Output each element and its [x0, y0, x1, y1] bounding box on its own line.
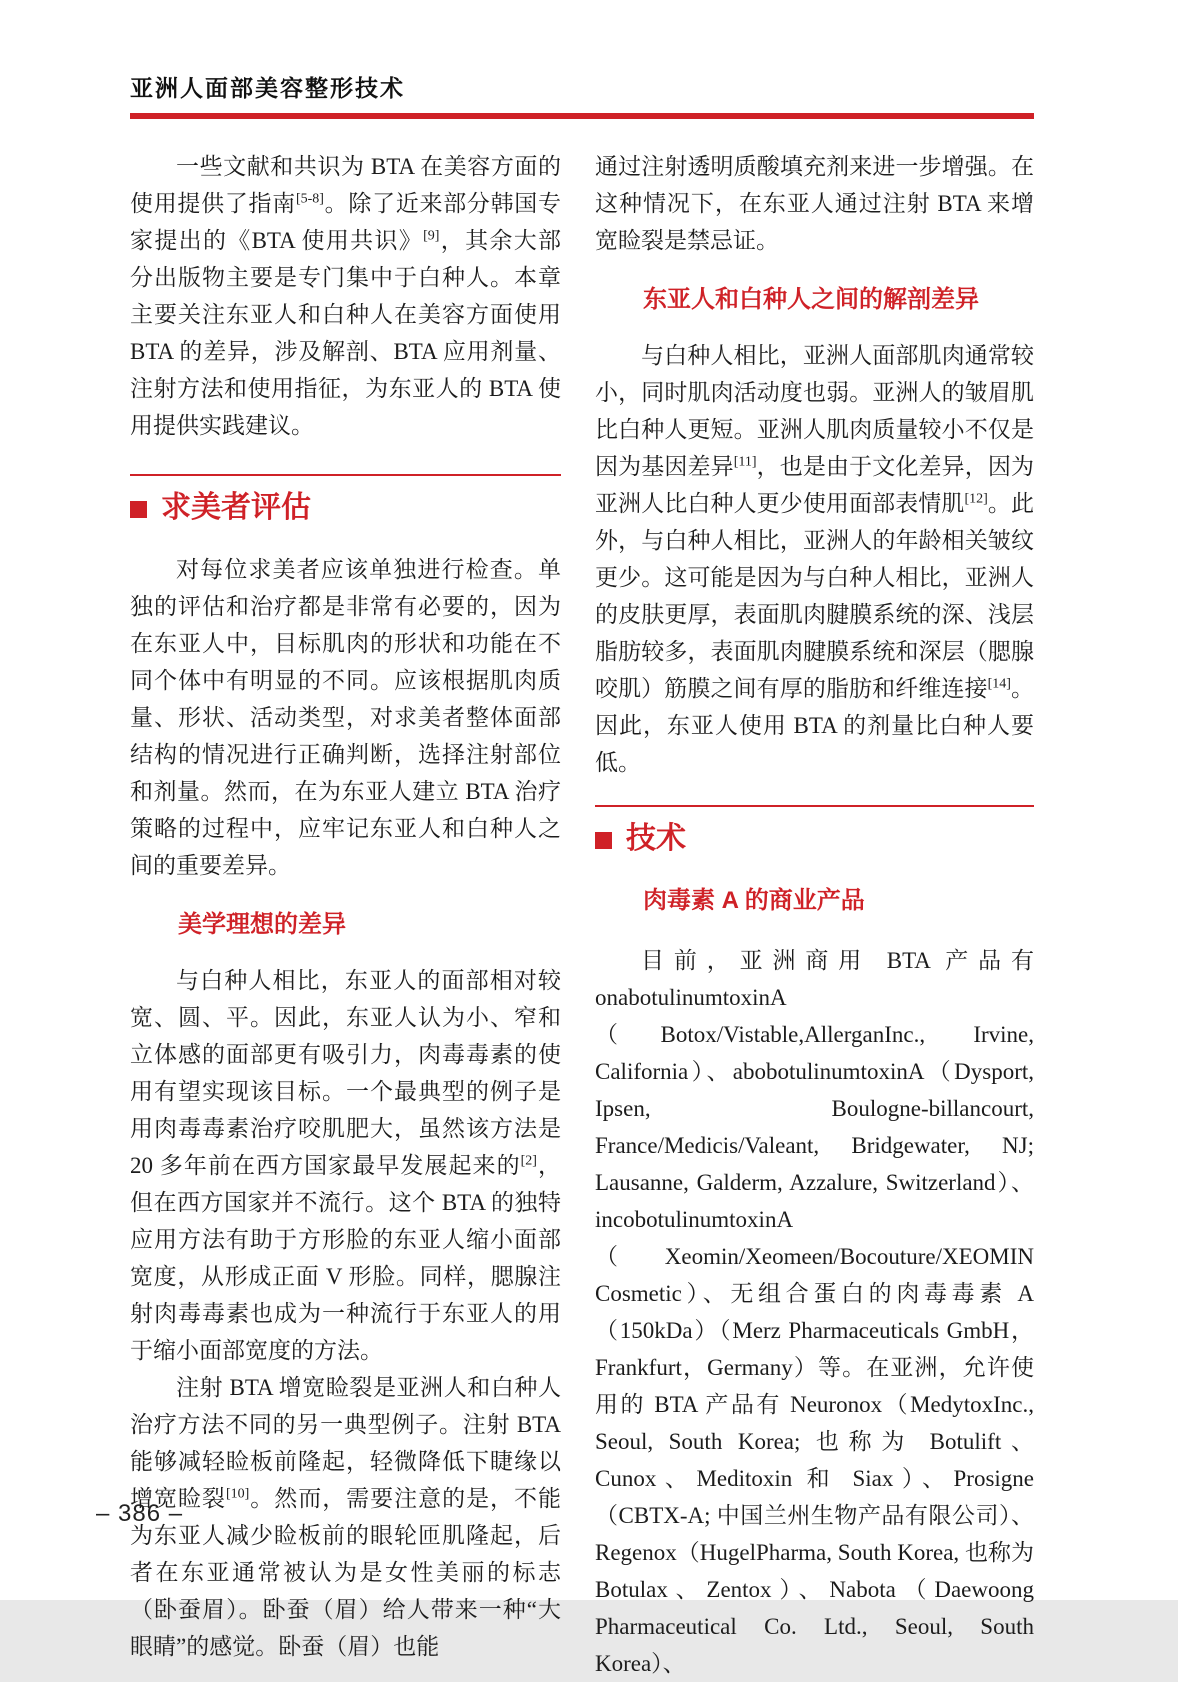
subsection-aesthetic-title: 美学理想的差异 — [178, 911, 346, 938]
section-evaluation-heading — [130, 474, 561, 525]
page-footer — [96, 1500, 183, 1528]
section-evaluation-title: 求美者评估 — [161, 491, 311, 524]
left-column — [130, 148, 561, 1682]
section-title-row — [130, 491, 561, 525]
subsection-products-title: 肉毒素 A 的商业产品 — [643, 887, 865, 914]
page-number: – 386 – — [96, 1500, 184, 1527]
running-title: 亚洲人面部美容整形技术 — [130, 75, 405, 101]
subsection-anatomy-title: 东亚人和白种人之间的解剖差异 — [643, 286, 979, 313]
evaluation-paragraph: 对每位求美者应该单独进行检查。单独的评估和治疗都是非常有必要的，因为在东亚人中，目标肌肉的形状和功能在不同个体中有明显的不同。应该根据肌肉质量、形状、活动类型，对求美者整体面部结构的情况进行正确判断，选择注射部位和剂量。然而，在为东亚人建立 BTA 治疗策略的过程中，应牢记东亚人和白种人之间的重要差异。 — [130, 557, 561, 878]
right-column — [595, 148, 1034, 1682]
anatomy-paragraph: 与白种人相比，亚洲人面部肌肉通常较小，同时肌肉活动度也弱。亚洲人的皱眉肌比白种人更短。亚洲人肌肉质量较小不仅是因为基因差异[11]，也是由于文化差异，因为亚洲人比白种人更少使用面部表情肌[12]。此外，与白种人相比，亚洲人的年龄相关皱纹更少。这可能是因为与白种人相比，亚洲人的皮肤更厚，表面肌肉腱膜系统的深、浅层脂肪较多，表面肌肉腱膜系统和深层（腮腺咬肌）筋膜之间有厚的脂肪和纤维连接[14]。因此，东亚人使用 BTA 的剂量比白种人要低。 — [595, 343, 1035, 775]
citation-ref: [10] — [225, 1486, 250, 1502]
section-technique-heading — [595, 805, 1034, 856]
aesthetic-paragraph-2: 注射 BTA 增宽睑裂是亚洲人和白种人治疗方法不同的另一典型例子。注射 BTA 能够减轻睑板前隆起，轻微降低下睫缘以增宽睑裂[10]。然而，需要注意的是，不能为东亚人减少睑板前的眼轮匝肌隆起，后者在东亚通常被认为是女性美丽的标志（卧蚕眉）。卧蚕（眉）给人带来一种“大眼睛”的感觉。卧蚕（眉）也能 — [130, 1375, 562, 1659]
section-rule — [595, 805, 1034, 807]
square-bullet-icon — [130, 501, 147, 518]
square-bullet-icon — [595, 832, 612, 849]
citation-ref: [11] — [733, 454, 757, 470]
section-technique-title: 技术 — [626, 822, 686, 855]
citation-ref: [2] — [520, 1153, 537, 1169]
aesthetic-paragraph-1: 与白种人相比，东亚人的面部相对较宽、圆、平。因此，东亚人认为小、窄和立体感的面部更有吸引力，肉毒毒素的使用有望实现该目标。一个最典型的例子是用肉毒毒素治疗咬肌肥大，虽然该方法是 20 多年前在西方国家最早发展起来的[2]，但在西方国家并不流行。这个 BTA 的独特应用方法有助于方形脸的东亚人缩小面部宽度，从形成正面 V 形脸。同样，腮腺注射肉毒毒素也成为一种流行于东亚人的用于缩小面部宽度的方法。 — [130, 968, 562, 1363]
page-content — [130, 148, 1034, 1682]
citation-ref: [5-8] — [295, 191, 324, 207]
continuation-paragraph: 通过注射透明质酸填充剂来进一步增强。在这种情况下，在东亚人通过注射 BTA 来增宽睑裂是禁忌证。 — [595, 154, 1034, 253]
citation-ref: [12] — [964, 491, 988, 507]
intro-paragraph: 一些文献和共识为 BTA 在美容方面的使用提供了指南[5-8]。除了近来部分韩国专家提出的《BTA 使用共识》[9]，其余大部分出版物主要是专门集中于白种人。本章主要关注东亚人和白种人在美容方面使用 BTA 的差异，涉及解剖、BTA 应用剂量、注射方法和使用指征，为东亚人的 BTA 使用提供实践建议。 — [130, 154, 562, 438]
page-header — [130, 70, 1034, 119]
products-paragraph: 目前，亚洲商用 BTA 产品有 onabotulinumtoxinA（Botox/Vistable,AllerganInc., Irvine, California）、abobotulinumtoxinA（Dysport, Ipsen, Boulogne-billancourt, France/Medicis/Valeant, Bridgewater, NJ; Lausanne, Galderm, Azzalure, Switzerland）、incobotulinumtoxinA（Xeomin/Xeomeen/Bocouture/XEOMIN Cosmetic）、无组合蛋白的肉毒毒素 A（150kDa）（Merz Pharmaceuticals GmbH，Frankfurt，Germany）等。在亚洲，允许使用的 BTA 产品有 Neuronox（MedytoxInc., Seoul, South Korea; 也称为 Botulift、Cunox、Meditoxin 和 Siax）、Prosigne（CBTX-A; 中国兰州生物产品有限公司）、Regenox（HugelPharma, South Korea, 也称为 Botulax、Zentox）、Nabota（Daewoong Pharmaceutical Co. Ltd., Seoul, South Korea）、 — [595, 948, 1034, 1676]
section-rule — [130, 474, 561, 476]
header-rule — [130, 113, 1034, 119]
citation-ref: [14] — [987, 676, 1011, 692]
section-title-row — [595, 822, 1034, 856]
citation-ref: [9] — [423, 228, 440, 244]
